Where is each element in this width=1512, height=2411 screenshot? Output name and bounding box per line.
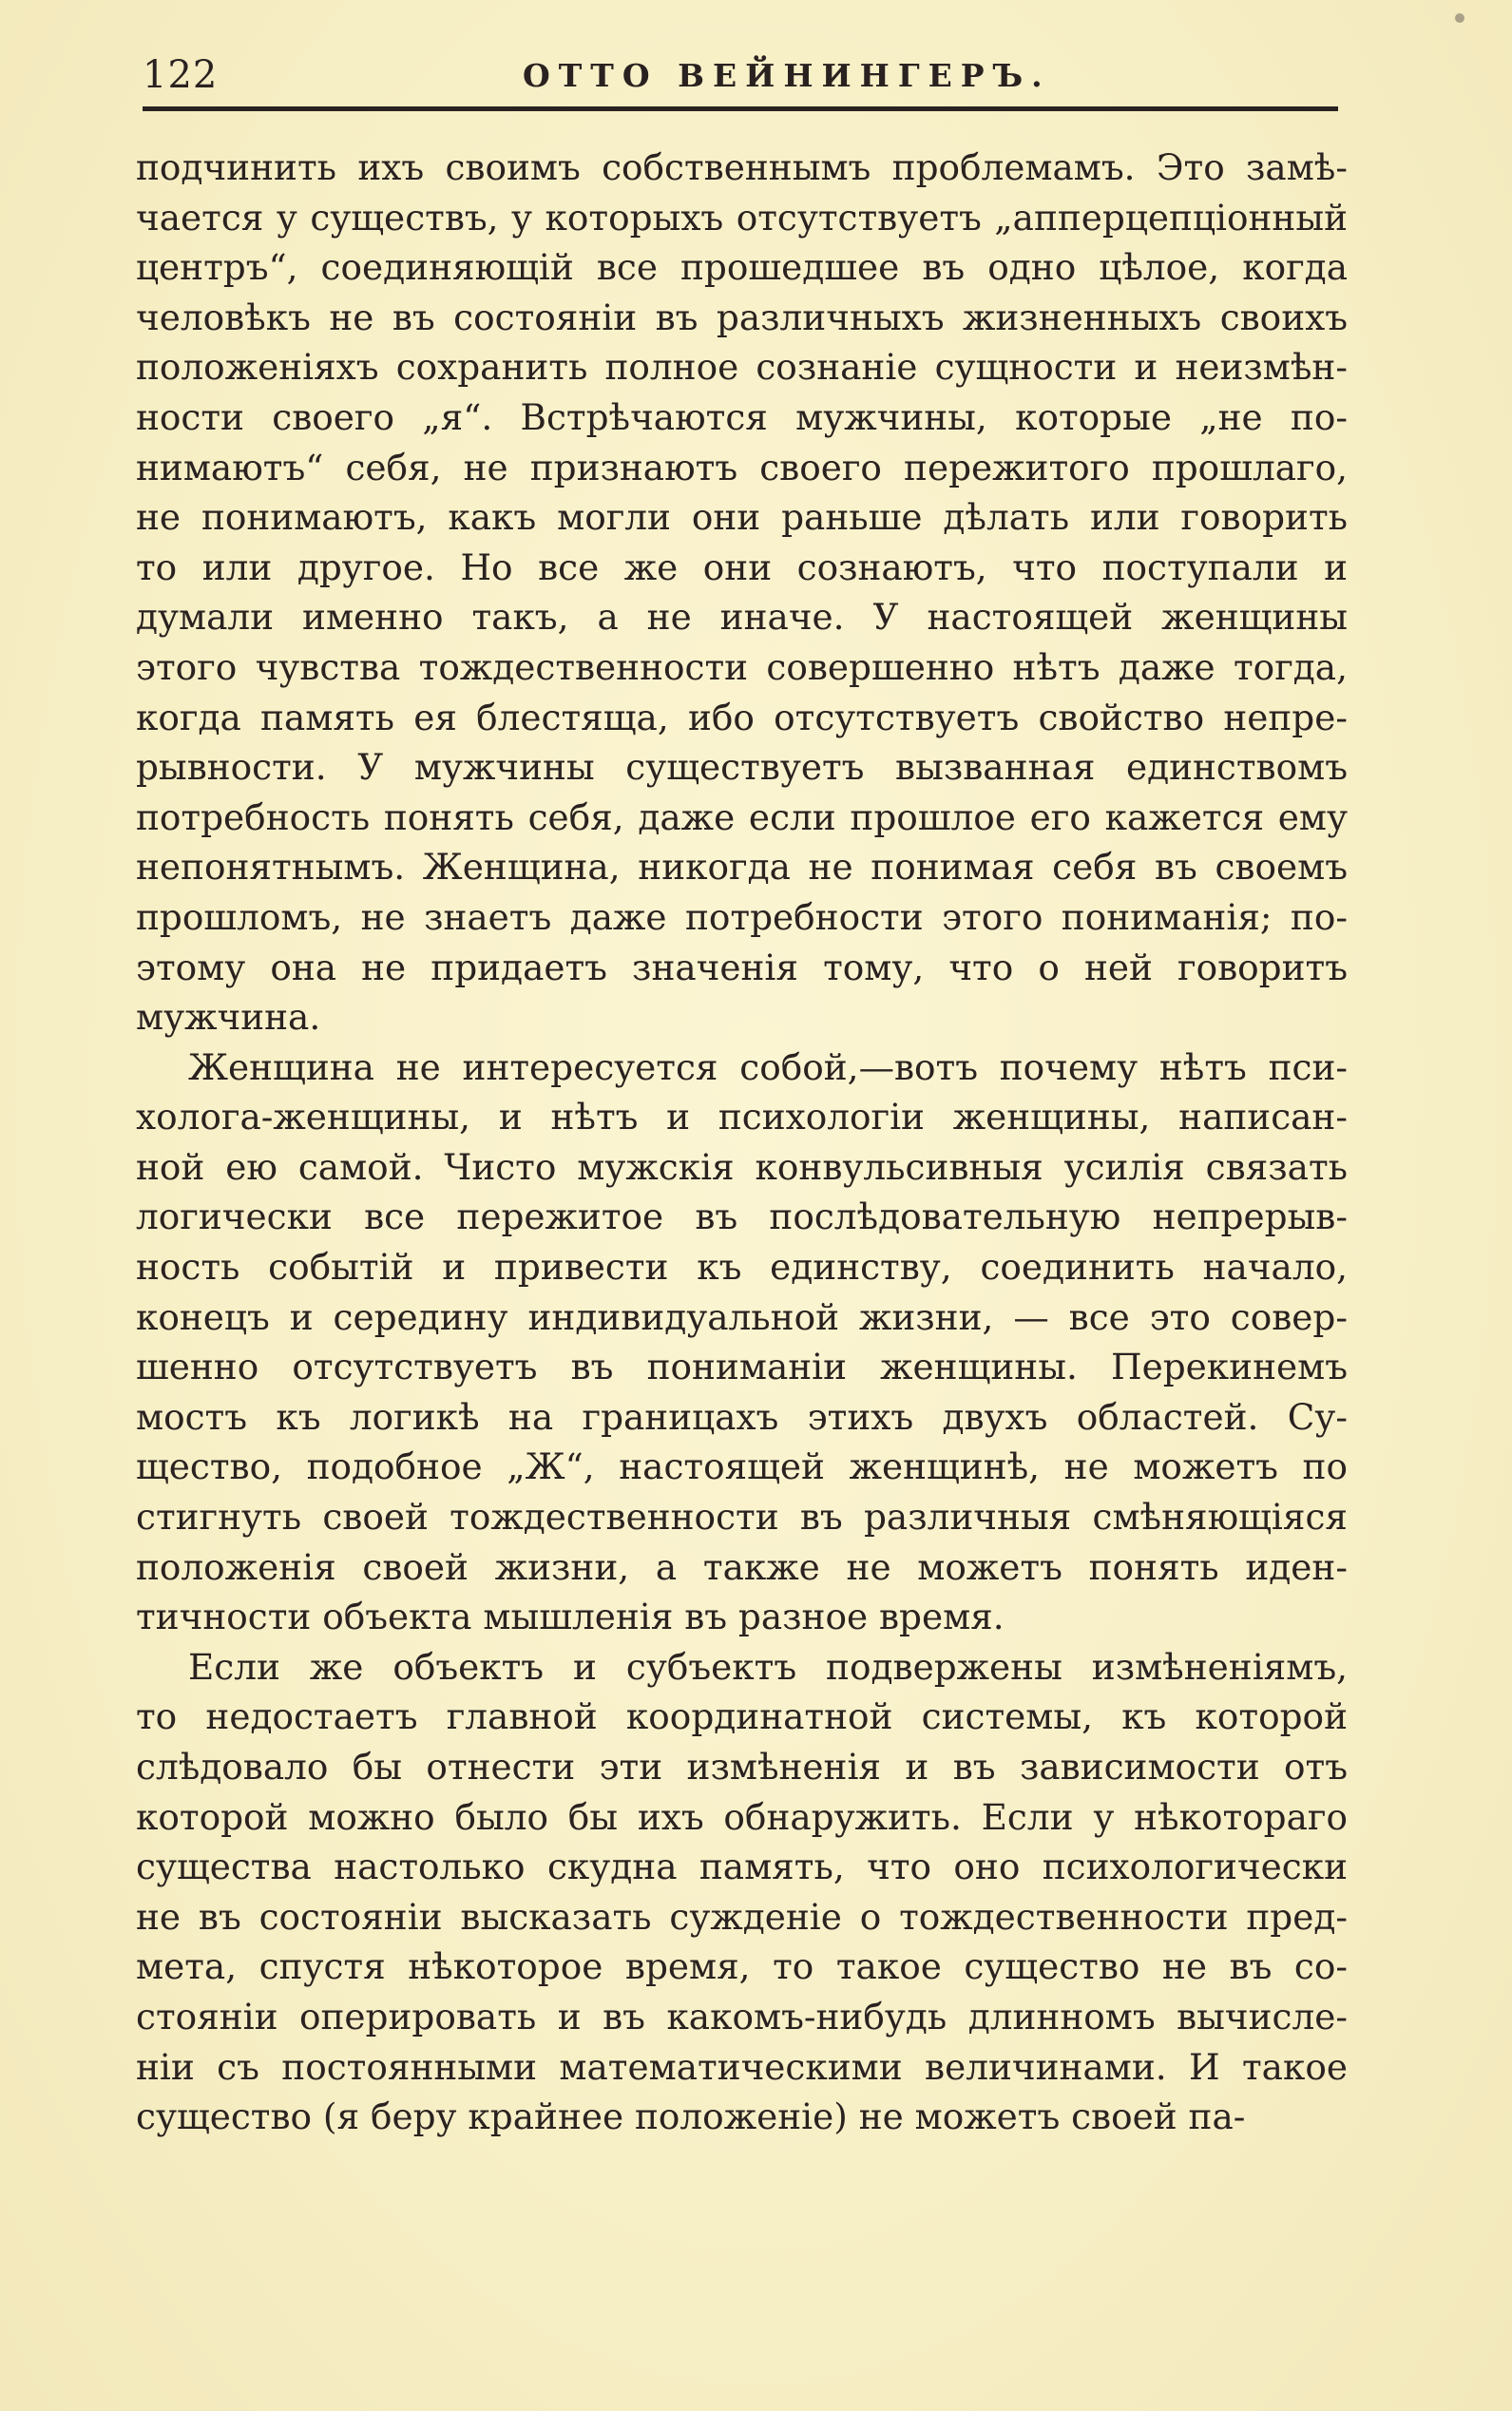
text-line: то недостаетъ главной координатной системы, къ которой bbox=[136, 1695, 1348, 1738]
text-line: Женщина не интересуется собой,—вотъ почему нѣтъ пси- bbox=[188, 1045, 1348, 1088]
text-line: не въ состояніи высказать сужденіе о тождественности пред- bbox=[136, 1895, 1348, 1938]
text-line: щество, подобное „Ж“, настоящей женщинѣ, не можетъ по bbox=[136, 1445, 1348, 1488]
text-line: ной ею самой. Чисто мужскія конвульсивныя усилія связать bbox=[136, 1145, 1348, 1188]
page-header bbox=[143, 49, 1338, 106]
ink-speck bbox=[1455, 13, 1464, 23]
text-line: чается у существъ, у которыхъ отсутствуетъ „апперцепціонный bbox=[136, 196, 1348, 239]
text-line: положенія своей жизни, а также не можетъ понять иден- bbox=[136, 1545, 1348, 1588]
page-number: 122 bbox=[143, 53, 219, 97]
text-line: конецъ и середину индивидуальной жизни, — все это совер- bbox=[136, 1295, 1348, 1338]
body-text bbox=[136, 143, 1348, 2142]
text-line: потребность понять себя, даже если прошлое его кажется ему bbox=[136, 795, 1348, 838]
text-line: нимаютъ“ себя, не признаютъ своего пережитого прошлаго, bbox=[136, 446, 1348, 488]
text-line: ность событій и привести къ единству, соединить начало, bbox=[136, 1246, 1348, 1289]
text-line: тичности объекта мышленія въ разное время. bbox=[136, 1596, 1005, 1638]
text-line: этому она не придаетъ значенія тому, что о ней говоритъ bbox=[136, 946, 1348, 988]
text-line: существа настолько скудна память, что оно психологически bbox=[136, 1846, 1348, 1888]
text-line: то или другое. Но все же они сознаютъ, что поступали и bbox=[136, 545, 1348, 588]
text-line: мета, спустя нѣкоторое время, то такое существо не въ со- bbox=[136, 1945, 1348, 1988]
text-line: прошломъ, не знаетъ даже потребности этого пониманія; по- bbox=[136, 895, 1348, 938]
text-line: мужчина. bbox=[136, 996, 321, 1039]
text-line: подчинить ихъ своимъ собственнымъ проблемамъ. Это замѣ- bbox=[136, 146, 1348, 188]
text-line: существо (я беру крайнее положеніе) не можетъ своей па- bbox=[136, 2095, 1246, 2138]
text-line: стигнуть своей тождественности въ различныя смѣняющіяся bbox=[136, 1496, 1348, 1539]
text-line: этого чувства тождественности совершенно нѣтъ даже тогда, bbox=[136, 645, 1348, 688]
text-line: Если же объектъ и субъектъ подвержены измѣненіямъ, bbox=[188, 1645, 1348, 1688]
text-line: рывности. У мужчины существуетъ вызванная единствомъ bbox=[136, 746, 1348, 789]
running-head: ОТТО ВЕЙНИНГЕРЪ. bbox=[523, 57, 1051, 94]
text-line: которой можно было бы ихъ обнаружить. Если у нѣкотораго bbox=[136, 1795, 1348, 1838]
text-line: стояніи оперировать и въ какомъ-нибудь длинномъ вычисле- bbox=[136, 1995, 1348, 2038]
text-line: человѣкъ не въ состояніи въ различныхъ жизненныхъ своихъ bbox=[136, 296, 1348, 338]
text-line: логически все пережитое въ послѣдовательную непрерыв- bbox=[136, 1196, 1348, 1238]
text-line: центръ“, соединяющій все прошедшее въ одно цѣлое, когда bbox=[136, 246, 1348, 289]
text-line: мостъ къ логикѣ на границахъ этихъ двухъ областей. Су- bbox=[136, 1395, 1348, 1438]
text-line: не понимаютъ, какъ могли они раньше дѣлать или говорить bbox=[136, 496, 1348, 539]
text-line: непонятнымъ. Женщина, никогда не понимая себя въ своемъ bbox=[136, 846, 1348, 889]
text-line: ности своего „я“. Встрѣчаются мужчины, которые „не по- bbox=[136, 395, 1348, 438]
text-line: холога-женщины, и нѣтъ и психологіи женщины, написан- bbox=[136, 1096, 1348, 1139]
text-line: слѣдовало бы отнести эти измѣненія и въ зависимости отъ bbox=[136, 1746, 1348, 1788]
text-line: когда память ея блестяща, ибо отсутствуетъ свойство непре- bbox=[136, 696, 1348, 738]
text-line: положеніяхъ сохранить полное сознаніе сущности и неизмѣн- bbox=[136, 346, 1348, 389]
text-line: шенно отсутствуетъ въ пониманіи женщины. Перекинемъ bbox=[136, 1346, 1348, 1388]
text-line: ніи съ постоянными математическими величинами. И такое bbox=[136, 2045, 1348, 2088]
text-line: думали именно такъ, а не иначе. У настоящей женщины bbox=[136, 596, 1348, 639]
header-rule bbox=[143, 106, 1338, 111]
